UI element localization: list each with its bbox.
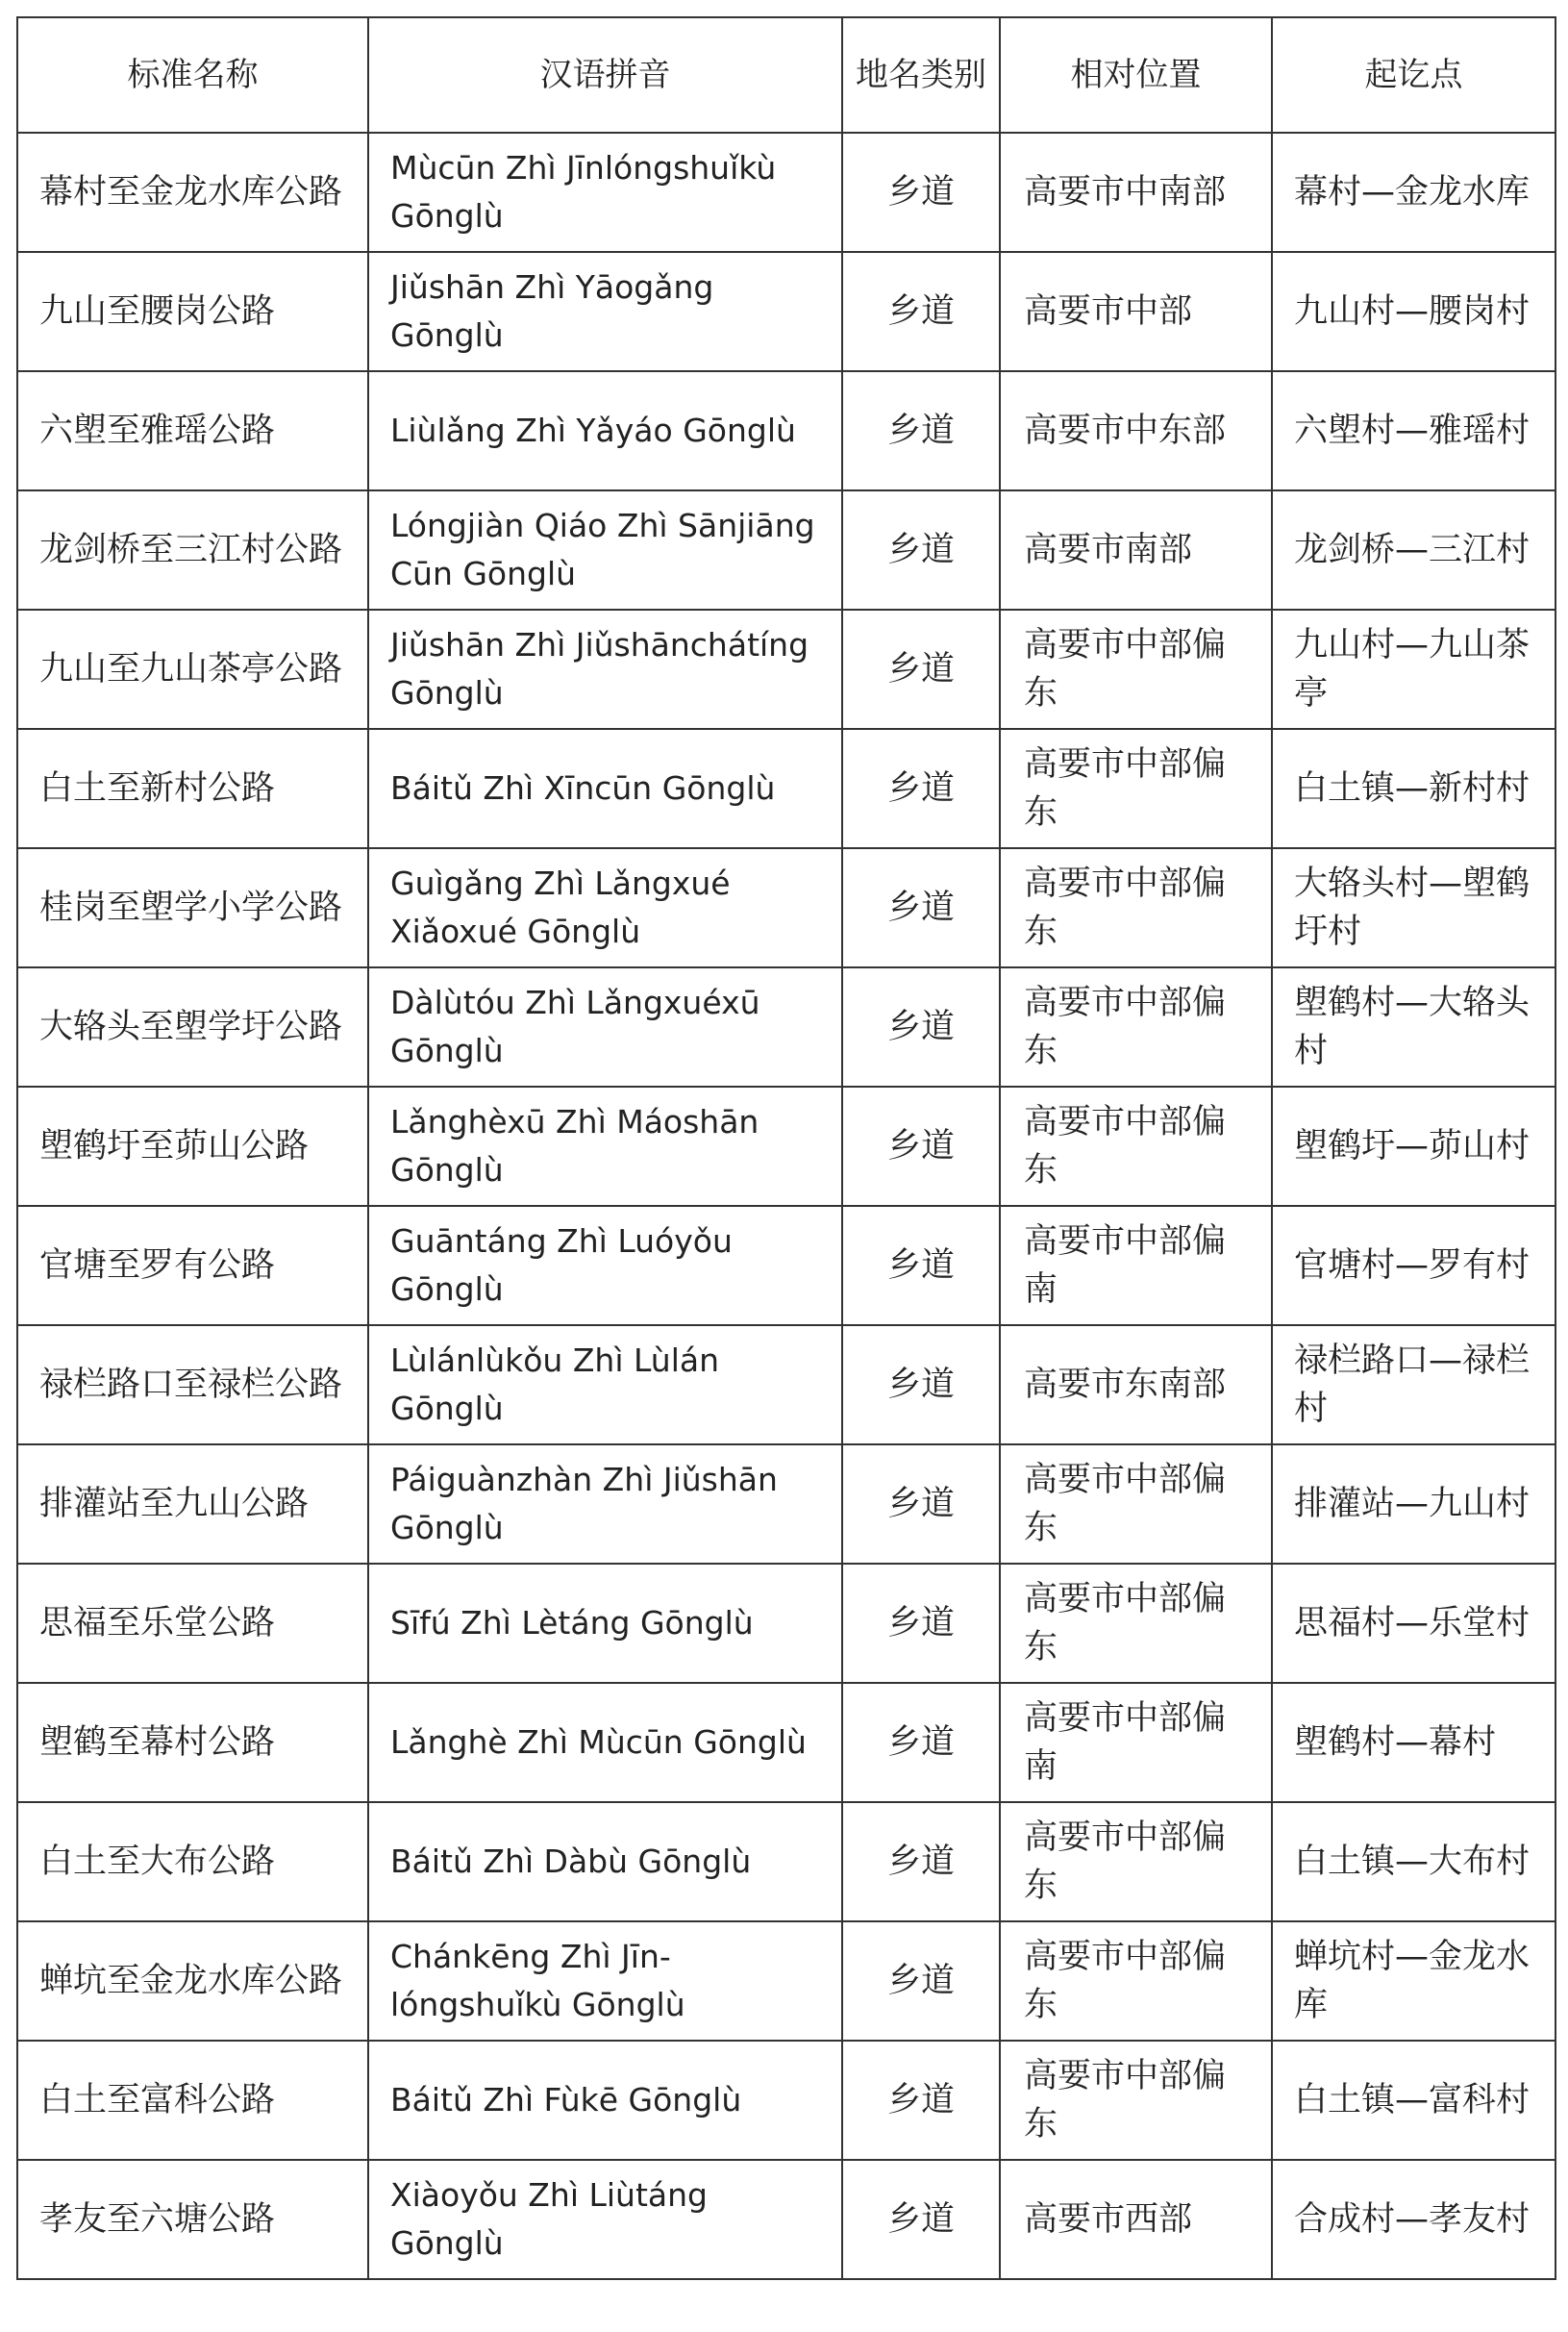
cell-endpoints: 幕村—金龙水库 — [1272, 133, 1556, 252]
table-row — [17, 1683, 1556, 1802]
cell-category: 乡道 — [842, 490, 1000, 610]
cell-pinyin: Lùlánlùkǒu Zhì Lùlán Gōnglù — [368, 1325, 842, 1444]
cell-relative-position: 高要市中部偏东 — [1000, 848, 1272, 967]
table-row — [17, 1921, 1556, 2041]
cell-relative-position: 高要市中部偏南 — [1000, 1206, 1272, 1325]
header-pinyin: 汉语拼音 — [368, 17, 842, 133]
table-row — [17, 1325, 1556, 1444]
header-category: 地名类别 — [842, 17, 1000, 133]
place-name-table-container — [16, 16, 1556, 2280]
cell-pinyin: Guìgǎng Zhì Lǎngxué Xiǎoxué Gōnglù — [368, 848, 842, 967]
cell-standard-name: 九山至腰岗公路 — [17, 252, 368, 371]
cell-standard-name: 白土至大布公路 — [17, 1802, 368, 1921]
cell-relative-position: 高要市中部偏东 — [1000, 1921, 1272, 2041]
cell-endpoints: 塱鹤村—大辂头村 — [1272, 967, 1556, 1087]
cell-relative-position: 高要市中部偏东 — [1000, 1444, 1272, 1564]
cell-endpoints: 排灌站—九山村 — [1272, 1444, 1556, 1564]
cell-endpoints: 禄栏路口—禄栏村 — [1272, 1325, 1556, 1444]
cell-relative-position: 高要市中部 — [1000, 252, 1272, 371]
table-row — [17, 2041, 1556, 2160]
cell-category: 乡道 — [842, 2041, 1000, 2160]
cell-relative-position: 高要市中部偏东 — [1000, 2041, 1272, 2160]
cell-standard-name: 禄栏路口至禄栏公路 — [17, 1325, 368, 1444]
table-row — [17, 610, 1556, 729]
table-row — [17, 729, 1556, 848]
table-row — [17, 967, 1556, 1087]
cell-relative-position: 高要市中部偏东 — [1000, 967, 1272, 1087]
cell-relative-position: 高要市南部 — [1000, 490, 1272, 610]
cell-endpoints: 白土镇—富科村 — [1272, 2041, 1556, 2160]
cell-endpoints: 白土镇—大布村 — [1272, 1802, 1556, 1921]
cell-pinyin: Lóngjiàn Qiáo Zhì Sānjiāng Cūn Gōnglù — [368, 490, 842, 610]
cell-relative-position: 高要市中东部 — [1000, 371, 1272, 490]
table-row — [17, 1564, 1556, 1683]
table-row — [17, 133, 1556, 252]
table-row — [17, 252, 1556, 371]
table-body — [17, 133, 1556, 2279]
cell-pinyin: Xiàoyǒu Zhì Liùtáng Gōnglù — [368, 2160, 842, 2279]
cell-category: 乡道 — [842, 2160, 1000, 2279]
place-name-table — [16, 16, 1556, 2280]
cell-pinyin: Lǎnghèxū Zhì Máoshān Gōnglù — [368, 1087, 842, 1206]
cell-standard-name: 塱鹤至幕村公路 — [17, 1683, 368, 1802]
cell-pinyin: Báitǔ Zhì Dàbù Gōnglù — [368, 1802, 842, 1921]
cell-relative-position: 高要市中部偏南 — [1000, 1683, 1272, 1802]
cell-relative-position: 高要市中部偏东 — [1000, 1087, 1272, 1206]
cell-pinyin: Jiǔshān Zhì Jiǔshānchátíng Gōnglù — [368, 610, 842, 729]
cell-standard-name: 官塘至罗有公路 — [17, 1206, 368, 1325]
cell-endpoints: 龙剑桥—三江村 — [1272, 490, 1556, 610]
cell-category: 乡道 — [842, 1444, 1000, 1564]
cell-endpoints: 蝉坑村—金龙水库 — [1272, 1921, 1556, 2041]
cell-category: 乡道 — [842, 1802, 1000, 1921]
cell-category: 乡道 — [842, 1325, 1000, 1444]
cell-category: 乡道 — [842, 729, 1000, 848]
cell-pinyin: Lǎnghè Zhì Mùcūn Gōnglù — [368, 1683, 842, 1802]
cell-category: 乡道 — [842, 1921, 1000, 2041]
cell-relative-position: 高要市中部偏东 — [1000, 610, 1272, 729]
table-row — [17, 1206, 1556, 1325]
table-row — [17, 848, 1556, 967]
header-row — [17, 17, 1556, 133]
cell-standard-name: 蝉坑至金龙水库公路 — [17, 1921, 368, 2041]
header-standard-name: 标准名称 — [17, 17, 368, 133]
cell-category: 乡道 — [842, 610, 1000, 729]
cell-category: 乡道 — [842, 1206, 1000, 1325]
cell-standard-name: 六塱至雅瑶公路 — [17, 371, 368, 490]
cell-category: 乡道 — [842, 1087, 1000, 1206]
table-row — [17, 1802, 1556, 1921]
table-row — [17, 371, 1556, 490]
cell-relative-position: 高要市中部偏东 — [1000, 1564, 1272, 1683]
table-row — [17, 2160, 1556, 2279]
cell-standard-name: 排灌站至九山公路 — [17, 1444, 368, 1564]
cell-endpoints: 思福村—乐堂村 — [1272, 1564, 1556, 1683]
table-header — [17, 17, 1556, 133]
cell-endpoints: 塱鹤圩—茆山村 — [1272, 1087, 1556, 1206]
cell-endpoints: 六塱村—雅瑶村 — [1272, 371, 1556, 490]
cell-category: 乡道 — [842, 1564, 1000, 1683]
cell-endpoints: 塱鹤村—幕村 — [1272, 1683, 1556, 1802]
cell-endpoints: 官塘村—罗有村 — [1272, 1206, 1556, 1325]
cell-relative-position: 高要市中部偏东 — [1000, 729, 1272, 848]
cell-pinyin: Sīfú Zhì Lètáng Gōnglù — [368, 1564, 842, 1683]
cell-relative-position: 高要市中部偏东 — [1000, 1802, 1272, 1921]
cell-category: 乡道 — [842, 371, 1000, 490]
cell-standard-name: 龙剑桥至三江村公路 — [17, 490, 368, 610]
cell-standard-name: 大辂头至塱学圩公路 — [17, 967, 368, 1087]
cell-pinyin: Páiguànzhàn Zhì Jiǔshān Gōnglù — [368, 1444, 842, 1564]
cell-pinyin: Báitǔ Zhì Xīncūn Gōnglù — [368, 729, 842, 848]
cell-relative-position: 高要市西部 — [1000, 2160, 1272, 2279]
cell-pinyin: Liùlǎng Zhì Yǎyáo Gōnglù — [368, 371, 842, 490]
cell-pinyin: Báitǔ Zhì Fùkē Gōnglù — [368, 2041, 842, 2160]
cell-endpoints: 合成村—孝友村 — [1272, 2160, 1556, 2279]
cell-endpoints: 白土镇—新村村 — [1272, 729, 1556, 848]
cell-category: 乡道 — [842, 848, 1000, 967]
cell-category: 乡道 — [842, 133, 1000, 252]
cell-relative-position: 高要市东南部 — [1000, 1325, 1272, 1444]
cell-standard-name: 幕村至金龙水库公路 — [17, 133, 368, 252]
cell-standard-name: 思福至乐堂公路 — [17, 1564, 368, 1683]
cell-standard-name: 孝友至六塘公路 — [17, 2160, 368, 2279]
cell-endpoints: 九山村—九山茶亭 — [1272, 610, 1556, 729]
cell-standard-name: 桂岗至塱学小学公路 — [17, 848, 368, 967]
table-row — [17, 1444, 1556, 1564]
header-endpoints: 起讫点 — [1272, 17, 1556, 133]
cell-pinyin: Chánkēng Zhì Jīnlóngshuǐkù Gōnglù — [368, 1921, 842, 2041]
cell-pinyin: Guāntáng Zhì Luóyǒu Gōnglù — [368, 1206, 842, 1325]
cell-standard-name: 九山至九山茶亭公路 — [17, 610, 368, 729]
cell-relative-position: 高要市中南部 — [1000, 133, 1272, 252]
cell-category: 乡道 — [842, 252, 1000, 371]
cell-standard-name: 白土至新村公路 — [17, 729, 368, 848]
cell-standard-name: 塱鹤圩至茆山公路 — [17, 1087, 368, 1206]
cell-category: 乡道 — [842, 967, 1000, 1087]
cell-standard-name: 白土至富科公路 — [17, 2041, 368, 2160]
table-row — [17, 1087, 1556, 1206]
header-relative-position: 相对位置 — [1000, 17, 1272, 133]
cell-endpoints: 九山村—腰岗村 — [1272, 252, 1556, 371]
cell-endpoints: 大辂头村—塱鹤圩村 — [1272, 848, 1556, 967]
table-row — [17, 490, 1556, 610]
cell-category: 乡道 — [842, 1683, 1000, 1802]
cell-pinyin: Mùcūn Zhì Jīnlóngshuǐkù Gōnglù — [368, 133, 842, 252]
cell-pinyin: Jiǔshān Zhì Yāogǎng Gōnglù — [368, 252, 842, 371]
cell-pinyin: Dàlùtóu Zhì Lǎngxuéxū Gōnglù — [368, 967, 842, 1087]
